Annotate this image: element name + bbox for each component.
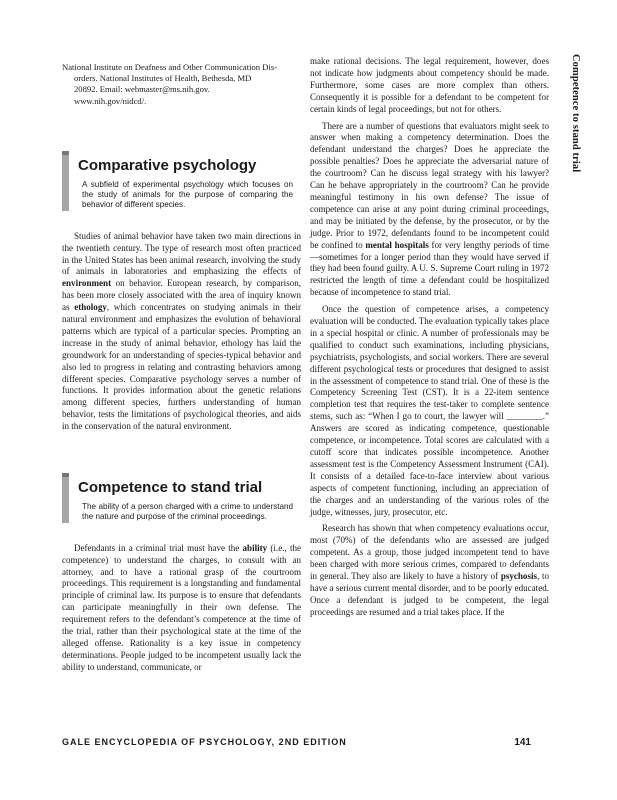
entry-header-comparative-psychology xyxy=(62,151,301,211)
text-run: on behavior. European research, by comparison, has been more closely associated with the area of inquiry known as xyxy=(62,278,301,313)
left-column xyxy=(62,56,301,674)
page-footer xyxy=(62,737,531,747)
header-bar-cap xyxy=(62,473,69,477)
entry-title: Competence to stand trial xyxy=(78,479,263,497)
text-run: There are a number of questions that evaluators might seek to answer when making a competency determination. Does the defendant understand the charges? Does he appreciate the possible penalties? Does he appreciate the adversarial nature of the courtroom? Can he discuss legal strategy with his lawyer? Can he behave appropriately in the courtroom? Can he provide meaningful testimony in his own defense? The issue of competence can arise at any point during criminal proceedings, and may be initiated by the defense, by the prosecutor, or by the judge. Prior to 1972, defendants found to be incompetent could be confined to xyxy=(310,120,549,250)
reference-entry xyxy=(62,62,301,107)
header-bar xyxy=(62,151,69,211)
entry-header-competence-to-stand-trial xyxy=(62,473,301,523)
text-run: for very lengthy periods of time—sometimes for a longer period than they would have served if they had been found guilty. A U. S. Supreme Court ruling in 1972 restricted the length of time a defendant could be hospitalized because of incompetence to stand trial. xyxy=(310,239,549,298)
body-paragraph xyxy=(310,121,549,300)
right-column xyxy=(310,56,549,619)
text-run: , to have a serious current mental disorder, and to be poorly educated. Once a defendant is judged to be competent, the legal proceedings are resumed and a trial takes place. If the xyxy=(310,571,549,617)
body-paragraph: make rational decisions. The legal requirement, however, does not indicate how judgments about competency should be made. Furthermore, some cases are more complex than others. Consequently it is possible for a defendant to be competent for certain kinds of legal proceedings, but not for others. xyxy=(310,56,549,114)
page-number: 141 xyxy=(514,737,531,748)
entry-title: Comparative psychology xyxy=(78,156,257,174)
header-bar xyxy=(62,473,69,523)
entry-definition: The ability of a person charged with a crime to understand the nature and purpose of the criminal proceedings. xyxy=(82,502,293,522)
entry-definition: A subfield of experimental psychology which focuses on the study of animals for the purpose of comparing the behavior of different species. xyxy=(82,179,293,210)
text-run: (i.e., the competence) to understand the charges, to consult with an attorney, and to have a rational grasp of the courtroom proceedings. This requirement is a longstanding and fundamental principle of criminal law. Its purpose is to ensure that defendants can participate meaningfully in their own defense. The requirement refers to the defendant’s competence at the time of the trial, rather than their psychological state at the time of the alleged offense. Rationality is a key issue in competency determinations. People judged to be incompetent usually lack the ability to understand, communicate, or xyxy=(62,542,302,672)
term-link-ethology: ethology xyxy=(74,302,107,313)
reference-line: www.nih.gov/nidcd/. xyxy=(74,95,147,106)
header-bar-cap xyxy=(62,151,69,155)
term-link-ability: ability xyxy=(242,542,268,553)
reference-line: 20892. Email: webmaster@ms.nih.gov. xyxy=(74,84,210,95)
term-link-psychosis: psychosis xyxy=(500,571,538,582)
body-paragraph xyxy=(310,523,549,618)
reference-line: National Institute on Deafness and Other Communication Dis- xyxy=(62,62,278,72)
text-run: , which concentrates on studying animals in their natural environment and emphasizes the evolution of behavioral patterns which are typical of a particular species. Prompting an increase in the study of animal behavior, ethology has laid the groundwork for an understanding of species-typical behavior and also led to progress in relating and contrasting behaviors among different species. Comparative psychology serves a number of functions. It provides information about the genetic relations among different species, furthers understanding of human behavior, tests the limitations of psychological theories, and aids in the conservation of the natural environment. xyxy=(62,302,301,432)
text-run: Studies of animal behavior have taken two main directions in the twentieth century. The type of research most often practiced in the United States has been animal research, involving the study of animals in laboratories and emphasizing the effects of xyxy=(62,230,301,277)
text-run: Research has shown that when competency evaluations occur, most (70%) of the defendants who are assessed are judged competent. As a group, those judged incompetent tend to have been charged with more serious crimes, compared to defendants in general. They also are likely to have a history of xyxy=(310,523,549,582)
footer-title: GALE ENCYCLOPEDIA OF PSYCHOLOGY, 2ND EDITION xyxy=(62,737,347,747)
term-link-environment: environment xyxy=(62,278,112,289)
reference-line: orders. National Institutes of Health, Bethesda, MD xyxy=(74,73,252,84)
body-paragraph xyxy=(62,231,301,433)
text-run: Defendants in a criminal trial must have the xyxy=(74,542,243,553)
term-link-mental-hospitals: mental hospitals xyxy=(365,239,429,250)
body-paragraph xyxy=(62,543,301,674)
body-paragraph: Once the question of competence arises, a competency evaluation will be conducted. The evaluation typically takes place in a special hospital or clinic. A number of professionals may be qualified to conduct such examinations, including physicians, psychiatrists, psychologists, and social workers. There are several different psychological tests or procedures that designed to assist in the assessment of competence to stand trial. One of these is the Competency Screening Test (CST). It is a 22-item sentence completion test that requires the test-taker to complete sentence stems, such as: “When I go to court, the lawyer will ________.” Answers are scored as indicating competence, questionable competence, or incompetence. Total scores are calculated with a cutoff score that indicates possible incompetence. Another assessment test is the Competency Assessment Instrument (CAI). It consists of a detailed face-to-face interview about various aspects of competent functioning, including an appreciation of the charges and an understanding of the various roles of the judge, witnesses, jury, prosecutor, etc. xyxy=(310,304,549,517)
running-title: Competence to stand trial xyxy=(570,54,581,173)
